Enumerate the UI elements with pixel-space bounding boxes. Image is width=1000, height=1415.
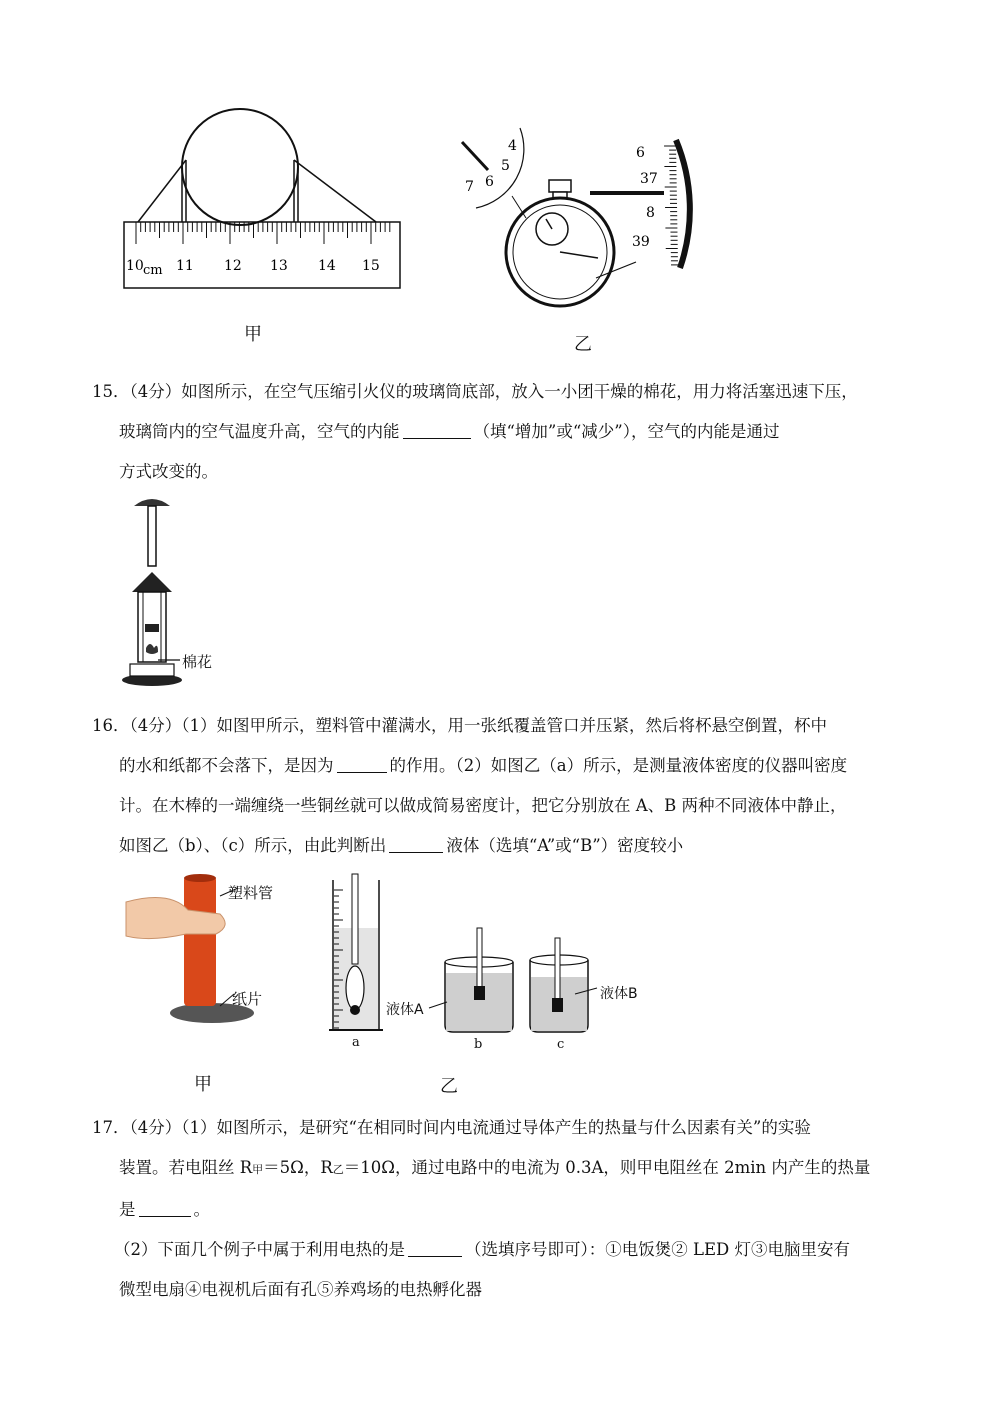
question-15 [92,372,922,492]
ruler-label-11: 11 [176,258,194,274]
stopwatch [506,180,636,306]
q16-line-1: 16．（4分）（1）如图甲所示，塑料管中灌满水，用一张纸覆盖管口并压紧，然后将杯悬空倒置，杯中 [92,716,827,735]
hydrometer-drawing [325,870,665,1055]
minute-label-6: 6 [485,174,494,190]
q17-line-3: 是 。 [119,1200,210,1219]
q16-sub-b: b [474,1037,483,1052]
ruler-label-15: 15 [362,258,380,274]
figure-q15 [110,492,240,692]
ruler [124,222,400,288]
q17-line-5: 微型电扇④电视机后面有孔⑤养鸡场的电热孵化器 [119,1280,482,1299]
q16-line-3: 计。在木棒的一端缠绕一些铜丝就可以做成简易密度计，把它分别放在 A、B 两种不同液体中静止， [119,796,847,815]
question-16 [92,706,922,866]
second-label-6: 6 [636,145,645,161]
q15-label-cotton: 棉花 [182,653,213,671]
ruler-ticks [136,222,390,244]
fire-syringe-drawing [110,492,240,692]
second-label-8: 8 [646,205,655,221]
ruler-label-13: 13 [270,258,288,274]
second-scale-ticks [664,146,678,265]
q17-line-1: 17．（4分）（1）如图所示，是研究“在相同时间内电流通过导体产生的热量与什么因素有关”的实验 [92,1118,811,1137]
q15-line-3: 方式改变的。 [119,462,218,481]
q16-sub-c: c [557,1037,565,1052]
second-label-39: 39 [632,234,650,250]
q16-label-paper: 纸片 [232,990,263,1008]
ruler-label-14: 14 [318,258,336,274]
ruler-label-10: 10 [126,258,144,274]
ruler-unit: cm [143,263,163,278]
q16-label-liquid-a: 液体A [386,1002,424,1018]
q15-blank-1[interactable] [403,422,471,439]
q16-sub-a: a [352,1035,360,1050]
figure-q14-drawing [0,0,1000,360]
q15-line-2: 玻璃筒内的空气温度升高，空气的内能 （填“增加”或“减少”），空气的内能是通过 [119,422,780,441]
q16-blank-2[interactable] [389,836,443,853]
fig16-caption-right: 乙 [440,1076,458,1097]
minute-label-5: 5 [501,158,510,174]
q17-line-4: （2）下面几个例子中属于利用电热的是 （选填序号即可）：①电饭煲② LED 灯③电脑里安有 [114,1240,850,1259]
fig14-caption-left: 甲 [244,324,262,345]
q16-label-liquid-b: 液体B [600,986,638,1002]
q17-line-2: 装置。若电阻丝 R甲＝5Ω，R乙＝10Ω，通过电路中的电流为 0.3A，则甲电阻丝在 2min 内产生的热量 [119,1158,871,1177]
q17-blank-2[interactable] [408,1240,462,1257]
q15-line-1: 15．（4分）如图所示，在空气压缩引火仪的玻璃筒底部，放入一小团干燥的棉花，用力将活塞迅速下压， [92,382,858,401]
question-17 [92,1108,922,1310]
second-label-37: 37 [640,171,658,187]
q16-blank-1[interactable] [337,756,387,773]
fig14-caption-right: 乙 [574,334,592,355]
ball-circle [182,109,298,225]
figure-q14 [0,0,1000,360]
minute-label-7: 7 [465,179,474,195]
q17-blank-1[interactable] [139,1200,191,1217]
second-scale-arc [676,140,690,268]
figure-q16-hydrometer [325,870,665,1055]
ruler-label-12: 12 [224,258,242,274]
q16-label-tube: 塑料管 [228,884,274,902]
fig16-caption-left: 甲 [194,1074,212,1095]
q16-line-2: 的水和纸都不会落下，是因为 的作用。（2）如图乙（a）所示，是测量液体密度的仪器叫密度 [119,756,848,775]
minute-label-4: 4 [508,138,517,154]
q16-line-4: 如图乙（b）、（c）所示，由此判断出 液体（选填“A”或“B”）密度较小 [119,836,684,855]
